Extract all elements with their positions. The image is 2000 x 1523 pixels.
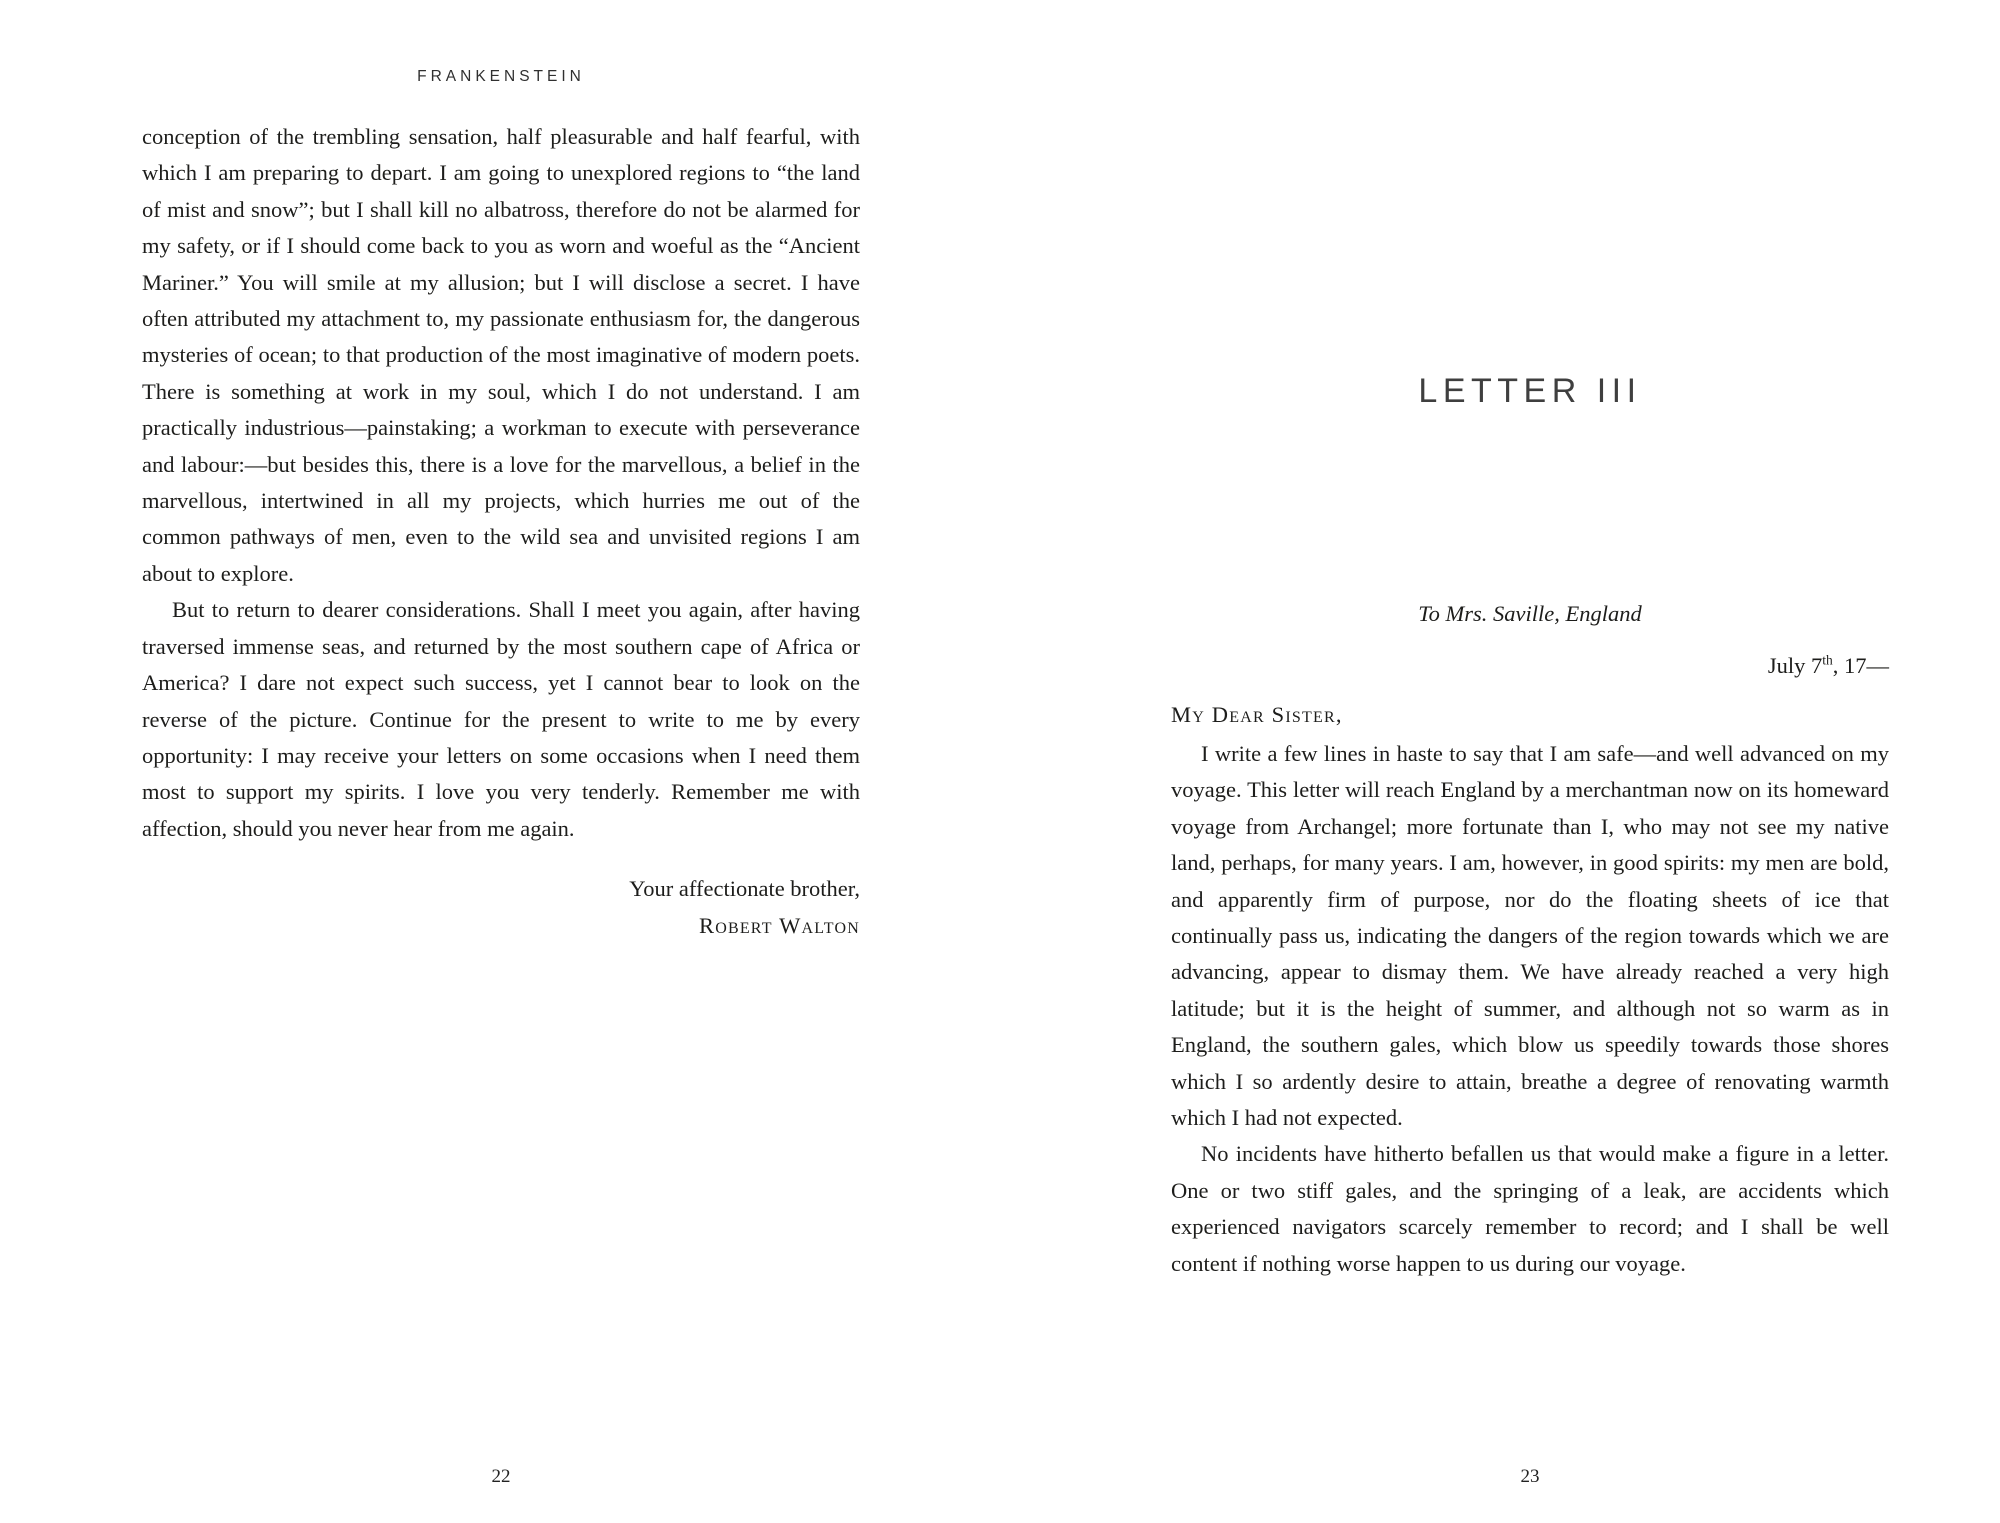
paragraph: conception of the trembling sensation, half pleasurable and half fearful, with which I am preparing to depart. I am going to unexplored regions to “the land of mist and snow”; but I shall kill no albatross, therefore do not be alarmed for my safety, or if I should come back to you as worn and woeful as the “Ancient Mariner.” You will smile at my allusion; but I will disclose a secret. I have often attributed my attachment to, my passionate enthusiasm for, the dangerous mysteries of ocean; to that production of the most imaginative of modern poets. There is something at work in my soul, which I do not understand. I am practically industrious—painstaking; a workman to execute with perseverance and labour:—but besides this, there is a love for the marvellous, a belief in the marvellous, intertwined in all my projects, which hurries me out of the common pathways of men, even to the wild sea and unvisited regions I am about to explore. (142, 124, 860, 586)
left-page-body (142, 119, 860, 944)
date-text-suffix: , 17— (1832, 653, 1889, 678)
paragraph: But to return to dearer considerations. Shall I meet you again, after having traversed immense seas, and returned by the most southern cape of Africa or America? I dare not expect such success, yet I cannot bear to look on the reverse of the picture. Continue for the present to write to me by every opportunity: I may receive your letters on some occasions when I need them most to support my spirits. I love you very tenderly. Remember me with affection, should you never hear from me again. (142, 597, 860, 841)
page-number-right: 23 (1520, 1466, 1540, 1487)
paragraph: No incidents have hitherto befallen us that would make a figure in a letter. One or two stiff gales, and the springing of a leak, are accidents which experienced navigators scarcely remember to record; and I shall be well content if nothing worse happen to us during our voyage. (1171, 1141, 1889, 1276)
chapter-title: LETTER III (1418, 372, 1642, 410)
signature-name: Robert Walton (699, 912, 860, 938)
date-superscript: th (1822, 652, 1833, 668)
paragraph: I write a few lines in haste to say that I am safe—and well advanced on my voyage. This letter will reach England by a merchantman now on its homeward voyage from Archangel; more fortunate than I, who may not see my native land, perhaps, for many years. I am, however, in good spirits: my men are bold, and apparently firm of purpose, nor do the floating sheets of ice that continually pass us, indicating the dangers of the region towards which we are advancing, appear to dismay them. We have already reached a very high latitude; but it is the height of summer, and although not so warm as in England, the southern gales, which blow us speedily towards those shores which I so ardently desire to attain, breathe a degree of renovating warmth which I had not expected. (1171, 741, 1889, 1131)
running-header: FRANKENSTEIN (417, 68, 585, 85)
right-page-body (1171, 736, 1889, 1282)
signature-closing: Your affectionate brother, (629, 876, 860, 902)
greeting-line: My Dear Sister, (1171, 702, 1343, 727)
date-line (1171, 653, 1889, 679)
addressee-line: To Mrs. Saville, England (1418, 601, 1642, 626)
date-text: July 7 (1767, 653, 1823, 678)
page-number-left: 22 (491, 1466, 511, 1487)
letter-signature (142, 871, 860, 944)
